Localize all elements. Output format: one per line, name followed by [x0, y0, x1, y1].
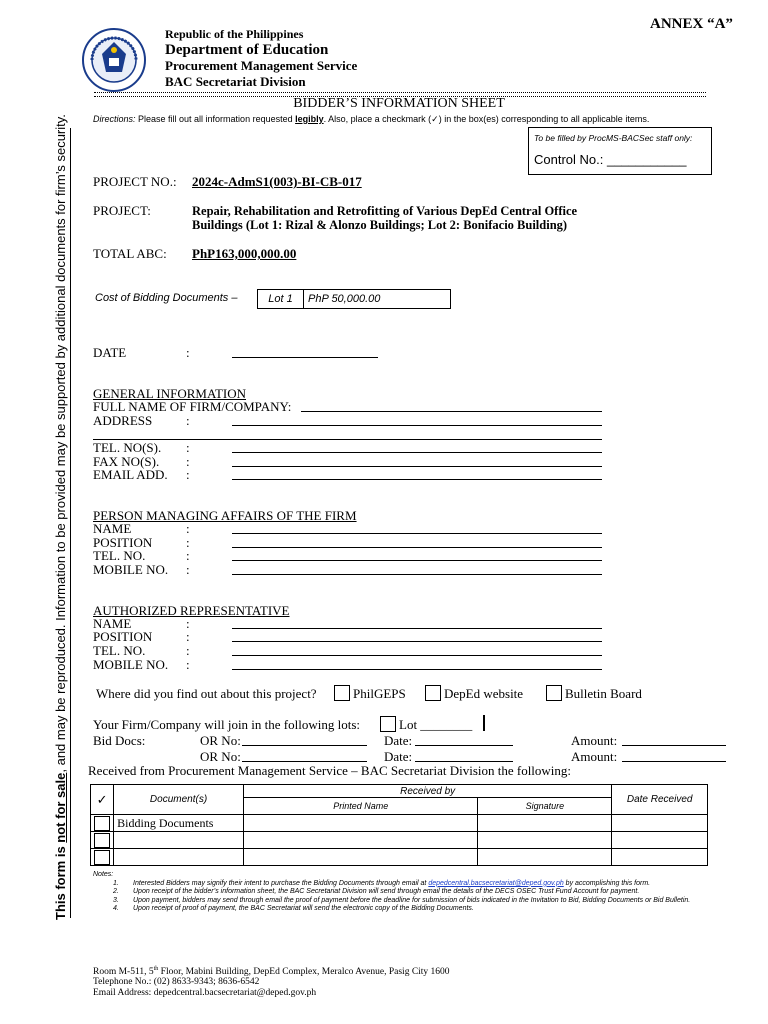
row-document	[114, 832, 244, 849]
tel-label: TEL. NO(S).	[93, 440, 162, 455]
row-checkbox[interactable]	[94, 833, 110, 848]
directions-label: Directions:	[93, 114, 136, 124]
amount-label-1: Amount:	[571, 733, 618, 748]
project-no-value: 2024c-AdmS1(003)-BI-CB-017	[192, 174, 362, 189]
cost-amount: PhP 50,000.00	[308, 293, 381, 305]
division-text: BAC Secretariat Division	[165, 74, 306, 89]
directions-text-2: . Also, place a checkmark (✓) in the box(es) corresponding to all applicable items.	[323, 114, 650, 124]
or-no-label-1: OR No:	[200, 733, 241, 748]
note-item: 2. Upon receipt of the bidder’s information sheet, the BAC Secretariat Division will send through email the details of the DECS OSEC Trust Fund Account for payment.	[113, 888, 640, 896]
person-mobile-field[interactable]	[232, 574, 602, 575]
auth-mobile-colon: :	[186, 657, 190, 672]
date-field[interactable]	[232, 357, 378, 358]
deped-website-label: DepEd website	[444, 686, 524, 701]
auth-position-colon: :	[186, 629, 190, 644]
page-title: BIDDER’S INFORMATION SHEET	[293, 96, 505, 111]
bulletin-board-label: Bulletin Board	[565, 686, 642, 701]
date-field-1[interactable]	[415, 745, 513, 746]
directions-emphasis: legibly	[295, 114, 324, 124]
address-field[interactable]	[232, 425, 602, 426]
cost-label: Cost of Bidding Documents –	[95, 292, 238, 304]
row-checkbox[interactable]	[94, 816, 110, 831]
person-position-colon: :	[186, 535, 190, 550]
date-label-1: Date:	[384, 733, 413, 748]
side-disclaimer: This form is not for sale, and may be reproduced. Information to be provided may be supported by additional documents for firm’s security.	[53, 114, 68, 920]
received-table	[90, 784, 708, 866]
address-label: ADDRESS	[93, 413, 153, 428]
auth-mobile-label: MOBILE NO.	[93, 657, 169, 672]
address-colon: :	[186, 413, 190, 428]
auth-name-label: NAME	[93, 616, 132, 631]
text-cursor	[483, 715, 485, 731]
or-no-field-2[interactable]	[242, 761, 367, 762]
firm-name-label: FULL NAME OF FIRM/COMPANY:	[93, 399, 292, 414]
cost-box	[257, 289, 451, 309]
cost-lot: Lot 1	[258, 290, 304, 308]
auth-position-field[interactable]	[232, 641, 602, 642]
person-position-field[interactable]	[232, 547, 602, 548]
bac-email-link[interactable]: depedcentral.bacsecretariat@deped.gov.ph	[428, 879, 564, 887]
person-tel-field[interactable]	[232, 560, 602, 561]
person-mobile-colon: :	[186, 562, 190, 577]
auth-tel-colon: :	[186, 643, 190, 658]
department-text: Department of Education	[165, 42, 329, 58]
tel-field[interactable]	[232, 452, 602, 453]
lots-question: Your Firm/Company will join in the following lots:	[93, 717, 361, 732]
total-abc-value: PhP163,000,000.00	[192, 246, 297, 261]
email-label: EMAIL ADD.	[93, 467, 168, 482]
amount-field-1[interactable]	[622, 745, 726, 746]
fax-field[interactable]	[232, 466, 602, 467]
source-question: Where did you find out about this project?	[96, 686, 317, 701]
note-item: 3. Upon payment, bidders may send through email the proof of payment before the deadline for submission of bids indicated in the Invitation to Bid, Bidding Documents or Bid Bulletin.	[113, 896, 691, 904]
person-position-label: POSITION	[93, 535, 153, 550]
person-name-label: NAME	[93, 521, 132, 536]
person-tel-label: TEL. NO.	[93, 548, 146, 563]
received-by-header: Received by	[243, 785, 611, 798]
date-label: DATE	[93, 345, 127, 360]
fax-label: FAX NO(S).	[93, 454, 160, 469]
person-mobile-label: MOBILE NO.	[93, 562, 169, 577]
person-tel-colon: :	[186, 548, 190, 563]
footer-telephone: Telephone No.: (02) 8633-9343; 8636-6542	[93, 977, 260, 987]
authorized-heading: AUTHORIZED REPRESENTATIVE	[93, 603, 290, 618]
project-label: PROJECT:	[93, 203, 151, 218]
row-signature[interactable]	[478, 832, 612, 849]
project-no-label: PROJECT NO.:	[93, 174, 177, 189]
person-name-colon: :	[186, 521, 190, 536]
amount-label-2: Amount:	[571, 749, 618, 764]
address-field-2[interactable]	[93, 439, 602, 440]
total-abc-label: TOTAL ABC:	[93, 246, 167, 261]
footer-address: Room M-511, 5th Floor, Mabini Building, DepEd Complex, Meralco Avenue, Pasig City 1600	[93, 966, 450, 978]
project-title-line-1: Repair, Rehabilitation and Retrofitting of Various DepEd Central Office	[192, 204, 578, 218]
auth-position-label: POSITION	[93, 629, 153, 644]
annex-label: ANNEX “A”	[650, 16, 733, 32]
note-item: 1. Interested Bidders may signify their intent to purchase the Bidding Documents through email at depedcentral.bacsecretariat@deped.gov.ph by accomplishing this form.	[113, 879, 651, 887]
or-no-label-2: OR No:	[200, 749, 241, 764]
general-heading: GENERAL INFORMATION	[93, 386, 246, 401]
biddocs-label: Bid Docs:	[93, 733, 146, 748]
row-date-received[interactable]	[612, 849, 708, 866]
received-statement: Received from Procurement Management Service – BAC Secretariat Division the following:	[88, 763, 572, 778]
documents-header: Document(s)	[114, 785, 244, 815]
republic-text: Republic of the Philippines	[165, 27, 304, 41]
row-date-received[interactable]	[612, 815, 708, 832]
auth-mobile-field[interactable]	[232, 669, 602, 670]
lot-label: Lot ________	[399, 717, 473, 732]
philgeps-label: PhilGEPS	[353, 686, 406, 701]
email-colon: :	[186, 467, 190, 482]
project-title-line-2: Buildings (Lot 1: Rizal & Alonzo Buildings; Lot 2: Bonifacio Building)	[192, 218, 568, 232]
row-printed-name[interactable]	[243, 832, 478, 849]
date-field-2[interactable]	[415, 761, 513, 762]
directions-text-1: Please fill out all information requested	[135, 114, 296, 124]
auth-tel-label: TEL. NO.	[93, 643, 146, 658]
table-row	[91, 832, 708, 849]
notes-section	[93, 871, 703, 914]
service-text: Procurement Management Service	[165, 58, 358, 73]
auth-name-colon: :	[186, 616, 190, 631]
row-checkbox[interactable]	[94, 850, 110, 865]
notes-label: Notes:	[93, 871, 114, 878]
deped-seal-logo	[82, 28, 146, 92]
printed-name-header: Printed Name	[243, 798, 478, 815]
table-row	[91, 815, 708, 832]
note-item: 4. Upon receipt of proof of payment, the BAC Secretariat will send the electronic copy of the Bidding Documents.	[113, 905, 474, 913]
signature-header: Signature	[478, 798, 612, 815]
fax-colon: :	[186, 454, 190, 469]
directions	[93, 114, 649, 125]
auth-name-field[interactable]	[232, 628, 602, 629]
row-signature[interactable]	[478, 815, 612, 832]
auth-tel-field[interactable]	[232, 655, 602, 656]
row-printed-name[interactable]	[243, 815, 478, 832]
row-printed-name[interactable]	[243, 849, 478, 866]
date-colon: :	[186, 345, 190, 360]
firm-name-field[interactable]	[301, 411, 602, 412]
philgeps-checkbox[interactable]	[334, 685, 350, 701]
row-signature[interactable]	[478, 849, 612, 866]
bulletin-board-checkbox[interactable]	[546, 685, 562, 701]
deped-website-checkbox[interactable]	[425, 685, 441, 701]
tel-colon: :	[186, 440, 190, 455]
footer-email: Email Address: depedcentral.bacsecretariat@deped.gov.ph	[93, 988, 317, 998]
control-number-field[interactable]: Control No.: ___________	[534, 152, 687, 167]
lot-checkbox[interactable]	[380, 716, 396, 732]
person-heading: PERSON MANAGING AFFAIRS OF THE FIRM	[93, 508, 357, 523]
row-checkbox-cell[interactable]	[91, 815, 114, 832]
date-received-header: Date Received	[612, 785, 708, 815]
side-rule	[70, 128, 71, 918]
person-name-field[interactable]	[232, 533, 602, 534]
or-no-field-1[interactable]	[242, 745, 367, 746]
row-date-received[interactable]	[612, 832, 708, 849]
row-checkbox-cell[interactable]	[91, 849, 114, 866]
table-row	[91, 849, 708, 866]
staff-only-label: To be filled by ProcMS-BACSec staff only:	[534, 133, 693, 143]
row-checkbox-cell[interactable]	[91, 832, 114, 849]
row-document: Bidding Documents	[114, 815, 244, 832]
row-document	[114, 849, 244, 866]
date-label-2: Date:	[384, 749, 413, 764]
check-column-header: ✓	[91, 785, 114, 815]
amount-field-2[interactable]	[622, 761, 726, 762]
email-field[interactable]	[232, 479, 602, 480]
staff-only-box	[528, 127, 712, 175]
